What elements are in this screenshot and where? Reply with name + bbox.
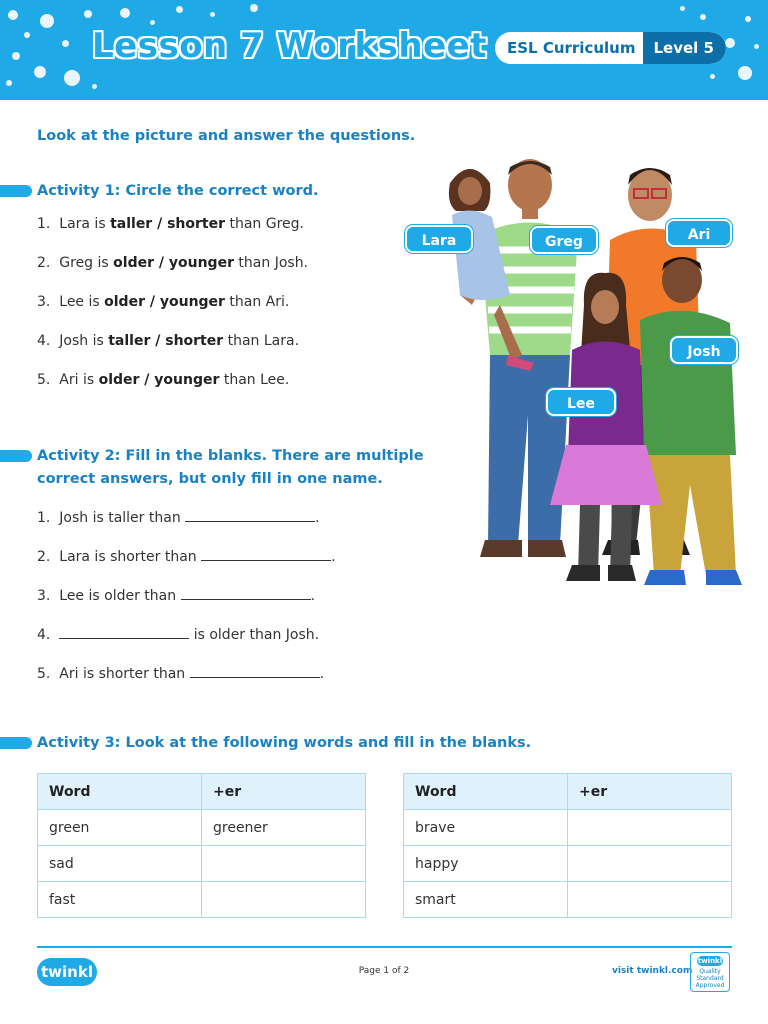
table-row	[38, 882, 366, 918]
answer-cell[interactable]	[568, 810, 732, 846]
answer-blank[interactable]	[181, 588, 311, 600]
decor-dot	[6, 80, 12, 86]
option-b[interactable]: shorter	[165, 333, 224, 349]
label-lee: Lee	[546, 388, 616, 416]
decor-dot	[62, 40, 69, 47]
option-b[interactable]: younger	[168, 255, 234, 271]
activity-marker	[0, 737, 32, 749]
decor-dot	[40, 14, 54, 28]
decor-dot	[120, 8, 130, 18]
decor-dot	[710, 74, 715, 79]
instruction-text: Look at the picture and answer the questions.	[37, 128, 416, 144]
page-number: Page 1 of 2	[358, 966, 410, 976]
decor-dot	[84, 10, 92, 18]
activity2-item: 2. Lara is shorter than .	[37, 549, 336, 565]
decor-dot	[176, 6, 183, 13]
activity1-item: 1. Lara is taller / shorter than Greg.	[37, 216, 304, 232]
decor-dot	[34, 66, 46, 78]
family-illustration	[400, 155, 760, 595]
activity1-item: 3. Lee is older / younger than Ari.	[37, 294, 290, 310]
word-table-2	[403, 773, 732, 918]
activity-marker	[0, 450, 32, 462]
decor-dot	[12, 52, 20, 60]
word-cell: brave	[404, 810, 568, 846]
answer-cell[interactable]	[568, 882, 732, 918]
table-header-row	[404, 774, 732, 810]
decor-dot	[210, 12, 215, 17]
column-header: +er	[568, 774, 732, 810]
activity2-item: 1. Josh is taller than .	[37, 510, 320, 526]
word-cell: sad	[38, 846, 202, 882]
word-cell: fast	[38, 882, 202, 918]
column-header: Word	[38, 774, 202, 810]
word-cell: green	[38, 810, 202, 846]
decor-dot	[754, 44, 759, 49]
option-a[interactable]: taller	[110, 216, 153, 232]
activity3-title: Activity 3: Look at the following words and fill in the blanks.	[37, 735, 532, 751]
decor-dot	[64, 70, 80, 86]
answer-blank[interactable]	[201, 549, 331, 561]
decor-dot	[250, 4, 258, 12]
badge-text: Quality Standard Approved	[695, 968, 725, 989]
word-cell: smart	[404, 882, 568, 918]
table-row	[404, 882, 732, 918]
word-table-1	[37, 773, 366, 918]
table-row	[38, 810, 366, 846]
decor-dot	[745, 16, 751, 22]
answer-cell[interactable]	[202, 882, 366, 918]
option-b[interactable]: younger	[159, 294, 225, 310]
decor-dot	[700, 14, 706, 20]
label-ari: Ari	[666, 219, 732, 247]
activity1-item: 5. Ari is older / younger than Lee.	[37, 372, 290, 388]
option-a[interactable]: older	[98, 372, 140, 388]
decor-dot	[680, 6, 685, 11]
activity-marker	[0, 185, 32, 197]
curriculum-label: ESL Curriculum	[507, 39, 636, 57]
answer-blank[interactable]	[59, 627, 189, 639]
table-row	[404, 846, 732, 882]
answer-blank[interactable]	[190, 666, 320, 678]
word-cell: happy	[404, 846, 568, 882]
answer-cell: greener	[202, 810, 366, 846]
activity1-title: Activity 1: Circle the correct word.	[37, 183, 319, 199]
label-josh: Josh	[670, 336, 738, 364]
level-label: Level 5	[643, 32, 725, 64]
activity2-title: Activity 2: Fill in the blanks. There are multiple correct answers, but only fill in one name.	[37, 448, 424, 487]
option-a[interactable]: older	[104, 294, 145, 310]
twinkl-logo: twinkl	[37, 958, 97, 986]
activity1-item: 2. Greg is older / younger than Josh.	[37, 255, 309, 271]
decor-dot	[150, 20, 155, 25]
label-lara: Lara	[405, 225, 473, 253]
badge-logo: twinkl	[697, 957, 723, 965]
decor-dot	[92, 84, 97, 89]
table-row	[38, 846, 366, 882]
answer-cell[interactable]	[568, 846, 732, 882]
decor-dot	[738, 66, 752, 80]
activity2-item: 5. Ari is shorter than .	[37, 666, 325, 682]
decor-dot	[24, 32, 30, 38]
table-header-row	[38, 774, 366, 810]
option-b[interactable]: shorter	[167, 216, 226, 232]
answer-cell[interactable]	[202, 846, 366, 882]
decor-dot	[8, 10, 18, 20]
decor-dot	[725, 38, 735, 48]
activity2-item: 4. is older than Josh.	[37, 627, 320, 643]
answer-blank[interactable]	[185, 510, 315, 522]
column-header: Word	[404, 774, 568, 810]
page-title: Lesson 7 Worksheet	[92, 26, 487, 66]
option-a[interactable]: older	[113, 255, 154, 271]
table-row	[404, 810, 732, 846]
visit-link[interactable]: visit twinkl.com	[612, 966, 693, 976]
label-greg: Greg	[530, 226, 598, 254]
page-header	[0, 0, 768, 100]
column-header: +er	[202, 774, 366, 810]
option-a[interactable]: taller	[108, 333, 151, 349]
activity1-item: 4. Josh is taller / shorter than Lara.	[37, 333, 300, 349]
quality-standard-badge	[690, 952, 730, 992]
curriculum-badge	[495, 32, 726, 64]
footer-divider	[37, 946, 732, 948]
option-b[interactable]: younger	[154, 372, 220, 388]
activity2-item: 3. Lee is older than .	[37, 588, 316, 604]
